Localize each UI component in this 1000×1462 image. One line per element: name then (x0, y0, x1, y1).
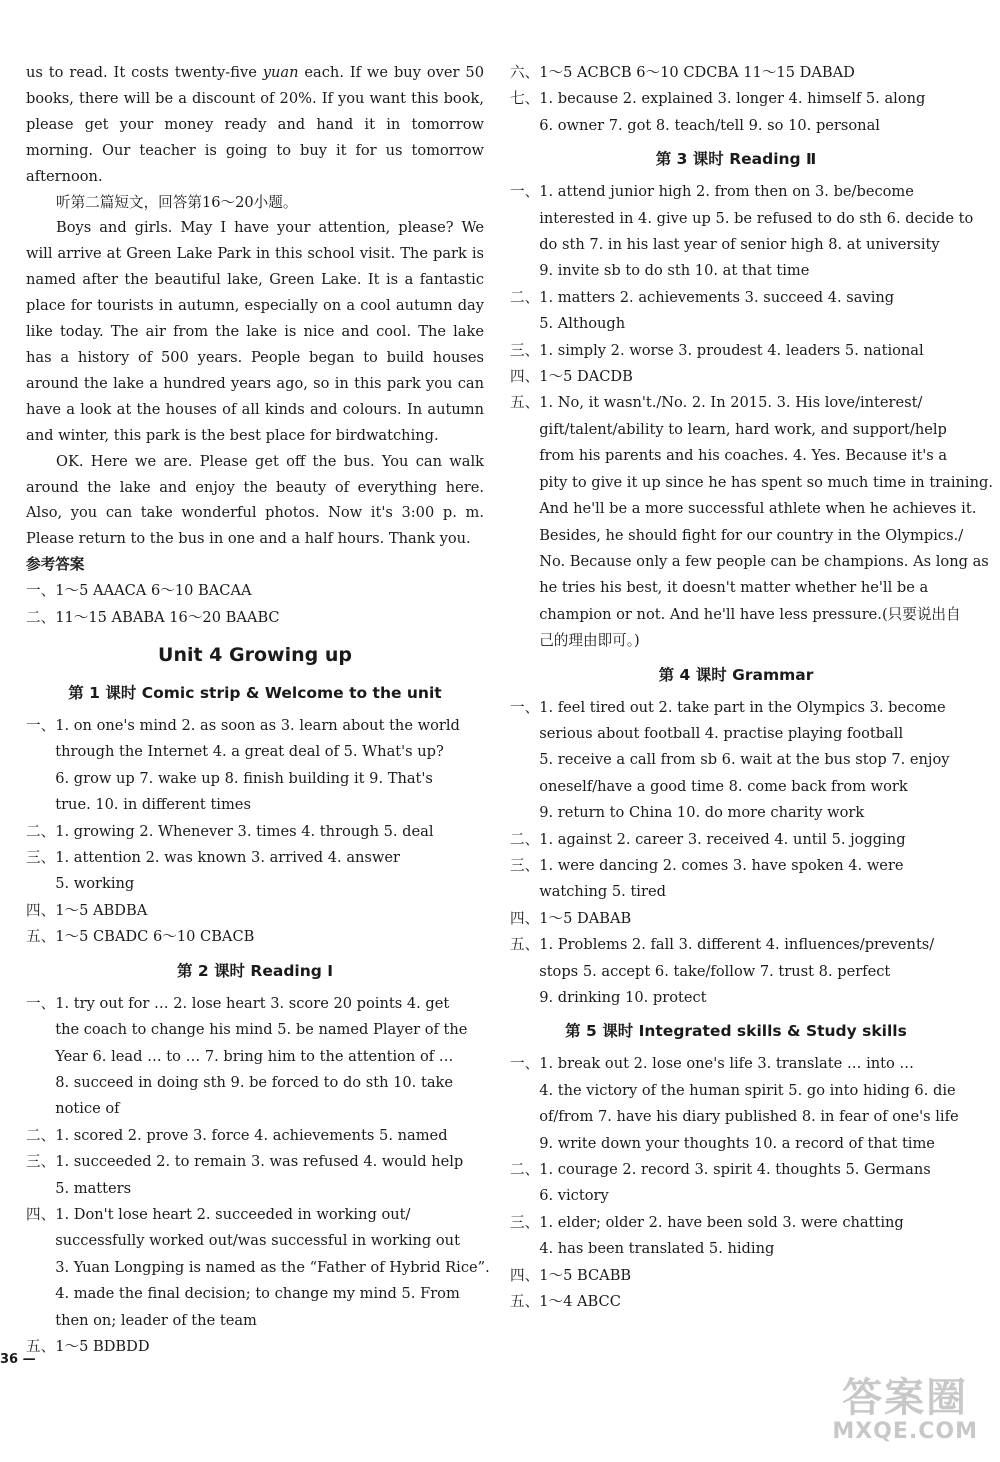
answer-line: Year 6. lead … to … 7. bring him to the attention of … (55, 1047, 454, 1065)
answer-line: 1. No, it wasn't./No. 2. In 2015. 3. His love/interest/ (539, 394, 923, 412)
answer-line: 1. break out 2. lose one's life 3. translate … into … (539, 1055, 915, 1073)
answer-line: 1. succeeded 2. to remain 3. was refused 4. would help (55, 1153, 464, 1171)
answer-line: 9. invite sb to do sth 10. at that time (539, 262, 810, 280)
exercise-answers (539, 1289, 962, 1315)
answer-line: notice of (55, 1100, 120, 1118)
exercise-item (26, 1334, 484, 1360)
lesson-3-title: 第 3 课时 Reading Ⅱ (655, 150, 817, 169)
exercise-item (26, 1123, 484, 1149)
exercise-answers (539, 906, 962, 932)
exercise-number: 五、 (510, 1293, 540, 1311)
exercise-item (26, 1149, 484, 1202)
lesson-5-exercises (510, 1051, 962, 1315)
answer-line: Besides, he should fight for our country in the Olympics./ (539, 526, 964, 544)
answer-line: 5. matters (55, 1179, 132, 1197)
answer-line: 5. working (55, 875, 135, 893)
exercise-number: 五、 (26, 1337, 56, 1355)
watermark-logo (832, 1376, 978, 1444)
exercise-item (26, 845, 484, 898)
exercise-answers (539, 932, 962, 1011)
exercise-answers (55, 898, 484, 924)
answer-line: 1. scored 2. prove 3. force 4. achievements 5. named (55, 1126, 448, 1144)
exercise-answers (539, 1263, 962, 1289)
left-column (26, 60, 490, 1360)
answer-line: 己的理由即可。) (539, 632, 640, 650)
exercise-answers (539, 1210, 962, 1263)
continued-exercises (510, 60, 962, 139)
answer-line: 3. Yuan Longping is named as the “Father of Hybrid Rice”. (55, 1258, 490, 1276)
answer-line: 1. Problems 2. fall 3. different 4. influences/prevents/ (539, 936, 935, 954)
answer-line: gift/talent/ability to learn, hard work, and support/help (539, 420, 947, 438)
answer-line: 1. Don't lose heart 2. succeeded in working out/ (55, 1205, 411, 1223)
answer-line: serious about football 4. practise playing football (539, 724, 904, 742)
listening-instruction: 听第二篇短文，回答第16～20小题。 (56, 193, 298, 211)
answer-line: oneself/have a good time 8. come back from work (539, 777, 908, 795)
answer-line: 4. has been translated 5. hiding (539, 1240, 775, 1258)
answer-line: 1. elder; older 2. have been sold 3. were chatting (539, 1213, 904, 1231)
exercise-item (510, 1051, 962, 1157)
answer-line: he tries his best, it doesn't matter whether he'll be a (539, 579, 929, 597)
answer-line: watching 5. tired (539, 883, 666, 901)
exercise-answers (539, 364, 962, 390)
answer-line: 1. attend junior high 2. from then on 3. be/become (539, 183, 914, 201)
script-paragraph-3: OK. Here we are. Please get off the bus. You can walk around the lake and enjoy the beauty of everything here. Also, you can take wonderful photos. Now it's 3:00 p. m. Please return to the bus in one and a half hours. Thank you. (26, 452, 484, 548)
answer-line: champion or not. And he'll have less pressure.(只要说出自 (539, 605, 961, 623)
lesson-2-title: 第 2 课时 Reading Ⅰ (176, 961, 334, 980)
exercise-number: 二、 (510, 1161, 540, 1179)
exercise-item (510, 364, 962, 390)
answer-line: of/from 7. have his diary published 8. in fear of one's life (539, 1108, 959, 1126)
answer-line: 1～5 CBADC 6～10 CBACB (55, 928, 255, 946)
right-column (510, 60, 993, 1315)
answer-line: 8. succeed in doing sth 9. be forced to do sth 10. take (55, 1073, 454, 1091)
watermark-text: 答案圈 (842, 1375, 969, 1421)
answer-line: 1～5 DABAB (539, 909, 632, 927)
answer-line: 1. try out for … 2. lose heart 3. score 20 points 4. get (55, 994, 450, 1012)
exercise-number: 七、 (510, 90, 540, 108)
script-paragraph-1: us to read. It costs twenty-five yuan each. If we buy over 50 books, there will be a discount of 20%. If you want this book, please get your money ready and hand it in tomorrow morning. Our teacher is going to buy it for us tomorrow afternoon. (26, 64, 484, 185)
exercise-number: 四、 (510, 1266, 540, 1284)
answer-line: 二、11～15 ABABA 16～20 BAABC (26, 608, 280, 626)
answer-line: interested in 4. give up 5. be refused to do sth 6. decide to (539, 209, 974, 227)
exercise-item (26, 819, 484, 845)
lesson-4-exercises (510, 695, 962, 1012)
answer-line: true. 10. in different times (55, 796, 251, 814)
exercise-number: 三、 (510, 856, 540, 874)
answer-line: 6. victory (539, 1187, 609, 1205)
exercise-number: 六、 (510, 64, 540, 81)
exercise-item (26, 924, 484, 950)
exercise-number: 五、 (26, 928, 56, 946)
exercise-answers (539, 1051, 962, 1157)
exercise-number: 一、 (510, 698, 540, 716)
answer-line: then on; leader of the team (55, 1311, 257, 1329)
page-number: 36 — (0, 1352, 36, 1367)
exercise-answers (539, 338, 962, 364)
exercise-number: 四、 (510, 909, 540, 927)
exercise-item (510, 827, 962, 853)
exercise-answers (55, 845, 484, 898)
answer-line: 9. return to China 10. do more charity work (539, 804, 865, 822)
answer-line: 1. on one's mind 2. as soon as 3. learn about the world (55, 717, 460, 735)
answer-line: 1～5 BDBDD (55, 1337, 150, 1355)
exercise-number: 五、 (510, 936, 540, 954)
exercise-item (510, 1289, 962, 1315)
exercise-answers (539, 853, 962, 906)
exercise-item (510, 906, 962, 932)
exercise-item (26, 713, 484, 819)
answer-line: No. Because only a few people can be champions. As long as (539, 552, 989, 570)
exercise-answers (55, 1334, 484, 1360)
exercise-answers (539, 60, 962, 86)
exercise-item (510, 390, 993, 654)
exercise-number: 四、 (26, 1205, 56, 1223)
answer-line: 6. grow up 7. wake up 8. finish building it 9. That's (55, 769, 433, 787)
answer-line: 1～5 DACDB (539, 368, 633, 386)
answer-line: 1. were dancing 2. comes 3. have spoken 4. were (539, 856, 904, 874)
answer-line: do sth 7. in his last year of senior high 8. at university (539, 236, 940, 254)
exercise-number: 四、 (26, 901, 56, 919)
exercise-number: 二、 (510, 288, 540, 306)
answer-line: the coach to change his mind 5. be named Player of the (55, 1021, 468, 1039)
exercise-number: 二、 (26, 822, 56, 840)
lesson-4-title: 第 4 课时 Grammar (658, 665, 814, 684)
exercise-number: 一、 (510, 1055, 540, 1073)
answer-line: 1～5 BCABB (539, 1266, 632, 1284)
answer-line: 5. Although (539, 315, 626, 333)
exercise-number: 四、 (510, 368, 540, 386)
exercise-item (510, 60, 962, 86)
answer-line: And he'll be a more successful athlete when he achieves it. (539, 500, 977, 518)
exercise-item (510, 932, 962, 1011)
exercise-number: 一、 (510, 183, 540, 201)
exercise-item (26, 898, 484, 924)
answer-line: 1～5 ABDBA (55, 901, 148, 919)
exercise-answers (539, 86, 962, 139)
exercise-answers (55, 924, 484, 950)
exercise-answers (55, 1149, 484, 1202)
answer-line: 9. write down your thoughts 10. a record of that time (539, 1134, 935, 1152)
answers-label: 参考答案 (26, 556, 85, 574)
answer-line: from his parents and his coaches. 4. Yes. Because it's a (539, 447, 948, 465)
answer-line: 1. courage 2. record 3. spirit 4. thoughts 5. Germans (539, 1161, 931, 1179)
exercise-item (26, 1202, 490, 1334)
lesson-1-title: 第 1 课时 Comic strip & Welcome to the unit (68, 684, 442, 703)
exercise-item (510, 86, 962, 139)
exercise-answers (55, 1123, 484, 1149)
lesson-1-exercises (26, 713, 484, 951)
exercise-number: 三、 (510, 1213, 540, 1231)
exercise-number: 五、 (510, 394, 540, 412)
answer-line: successfully worked out/was successful in working out (55, 1232, 460, 1250)
answer-line: through the Internet 4. a great deal of 5. What's up? (55, 743, 444, 761)
answer-line: 4. made the final decision; to change my mind 5. From (55, 1285, 460, 1303)
exercise-answers (55, 819, 484, 845)
answer-line: 1. against 2. career 3. received 4. until 5. jogging (539, 830, 906, 848)
watermark-url: MXQE.COM (832, 1419, 978, 1444)
exercise-number: 二、 (26, 1126, 56, 1144)
answer-line: 5. receive a call from sb 6. wait at the bus stop 7. enjoy (539, 751, 950, 769)
unit-title: Unit 4 Growing up (158, 644, 352, 667)
exercise-item (510, 695, 962, 827)
exercise-answers (539, 179, 973, 285)
exercise-number: 一、 (26, 717, 56, 735)
exercise-item (510, 1263, 962, 1289)
exercise-answers (539, 1157, 962, 1210)
exercise-number: 一、 (26, 994, 56, 1012)
answer-line: 1. because 2. explained 3. longer 4. himself 5. along (539, 90, 926, 108)
lesson-2-exercises (26, 991, 490, 1361)
answer-line: 6. owner 7. got 8. teach/tell 9. so 10. personal (539, 116, 880, 134)
exercise-item (510, 853, 962, 906)
answer-line: 1. matters 2. achievements 3. succeed 4. saving (539, 288, 895, 306)
answer-line: pity to give it up since he has spent so much time in training. (539, 473, 993, 491)
answer-line: 1. simply 2. worse 3. proudest 4. leaders 5. national (539, 341, 924, 359)
exercise-item (510, 179, 974, 285)
answer-line: 1. growing 2. Whenever 3. times 4. through 5. deal (55, 822, 434, 840)
exercise-answers (539, 827, 962, 853)
exercise-number: 二、 (510, 830, 540, 848)
exercise-item (510, 1210, 962, 1263)
exercise-answers (55, 991, 484, 1123)
exercise-answers (539, 285, 962, 338)
lesson-5-title: 第 5 课时 Integrated skills & Study skills (565, 1022, 907, 1041)
exercise-number: 三、 (26, 849, 56, 867)
exercise-number: 三、 (26, 1153, 56, 1171)
exercise-answers (55, 713, 484, 819)
exercise-answers (539, 695, 962, 827)
answer-line: 1. attention 2. was known 3. arrived 4. answer (55, 849, 401, 867)
answer-line: 9. drinking 10. protect (539, 989, 707, 1006)
exercise-item (510, 285, 962, 338)
script-paragraph-2: Boys and girls. May I have your attention, please? We will arrive at Green Lake Park in this school visit. The park is named after the beautiful lake, Green Lake. It is a fantastic place for tourists in autumn, especially on a cool autumn day like today. The air from the lake is nice and cool. The lake has a history of 500 years. People began to build houses around the lake a hundred years ago, so in this park you can have a look at the houses of all kinds and colours. In autumn and winter, this park is the best place for birdwatching. (26, 219, 484, 444)
exercise-answers (55, 1202, 490, 1334)
answer-line: 1～4 ABCC (539, 1293, 621, 1311)
answer-line: 1. feel tired out 2. take part in the Olympics 3. become (539, 698, 946, 716)
answer-line: 1～5 ACBCB 6～10 CDCBA 11～15 DABAD (539, 64, 855, 81)
lesson-3-exercises (510, 179, 993, 654)
exercise-answers (539, 390, 993, 654)
exercise-item (26, 991, 484, 1123)
answer-line: stops 5. accept 6. take/follow 7. trust 8. perfect (539, 962, 891, 980)
exercise-number: 三、 (510, 341, 540, 359)
answer-line: 4. the victory of the human spirit 5. go into hiding 6. die (539, 1081, 956, 1099)
exercise-item (510, 1157, 962, 1210)
exercise-item (510, 338, 962, 364)
answer-line: 一、1～5 AAACA 6～10 BACAA (26, 582, 252, 600)
